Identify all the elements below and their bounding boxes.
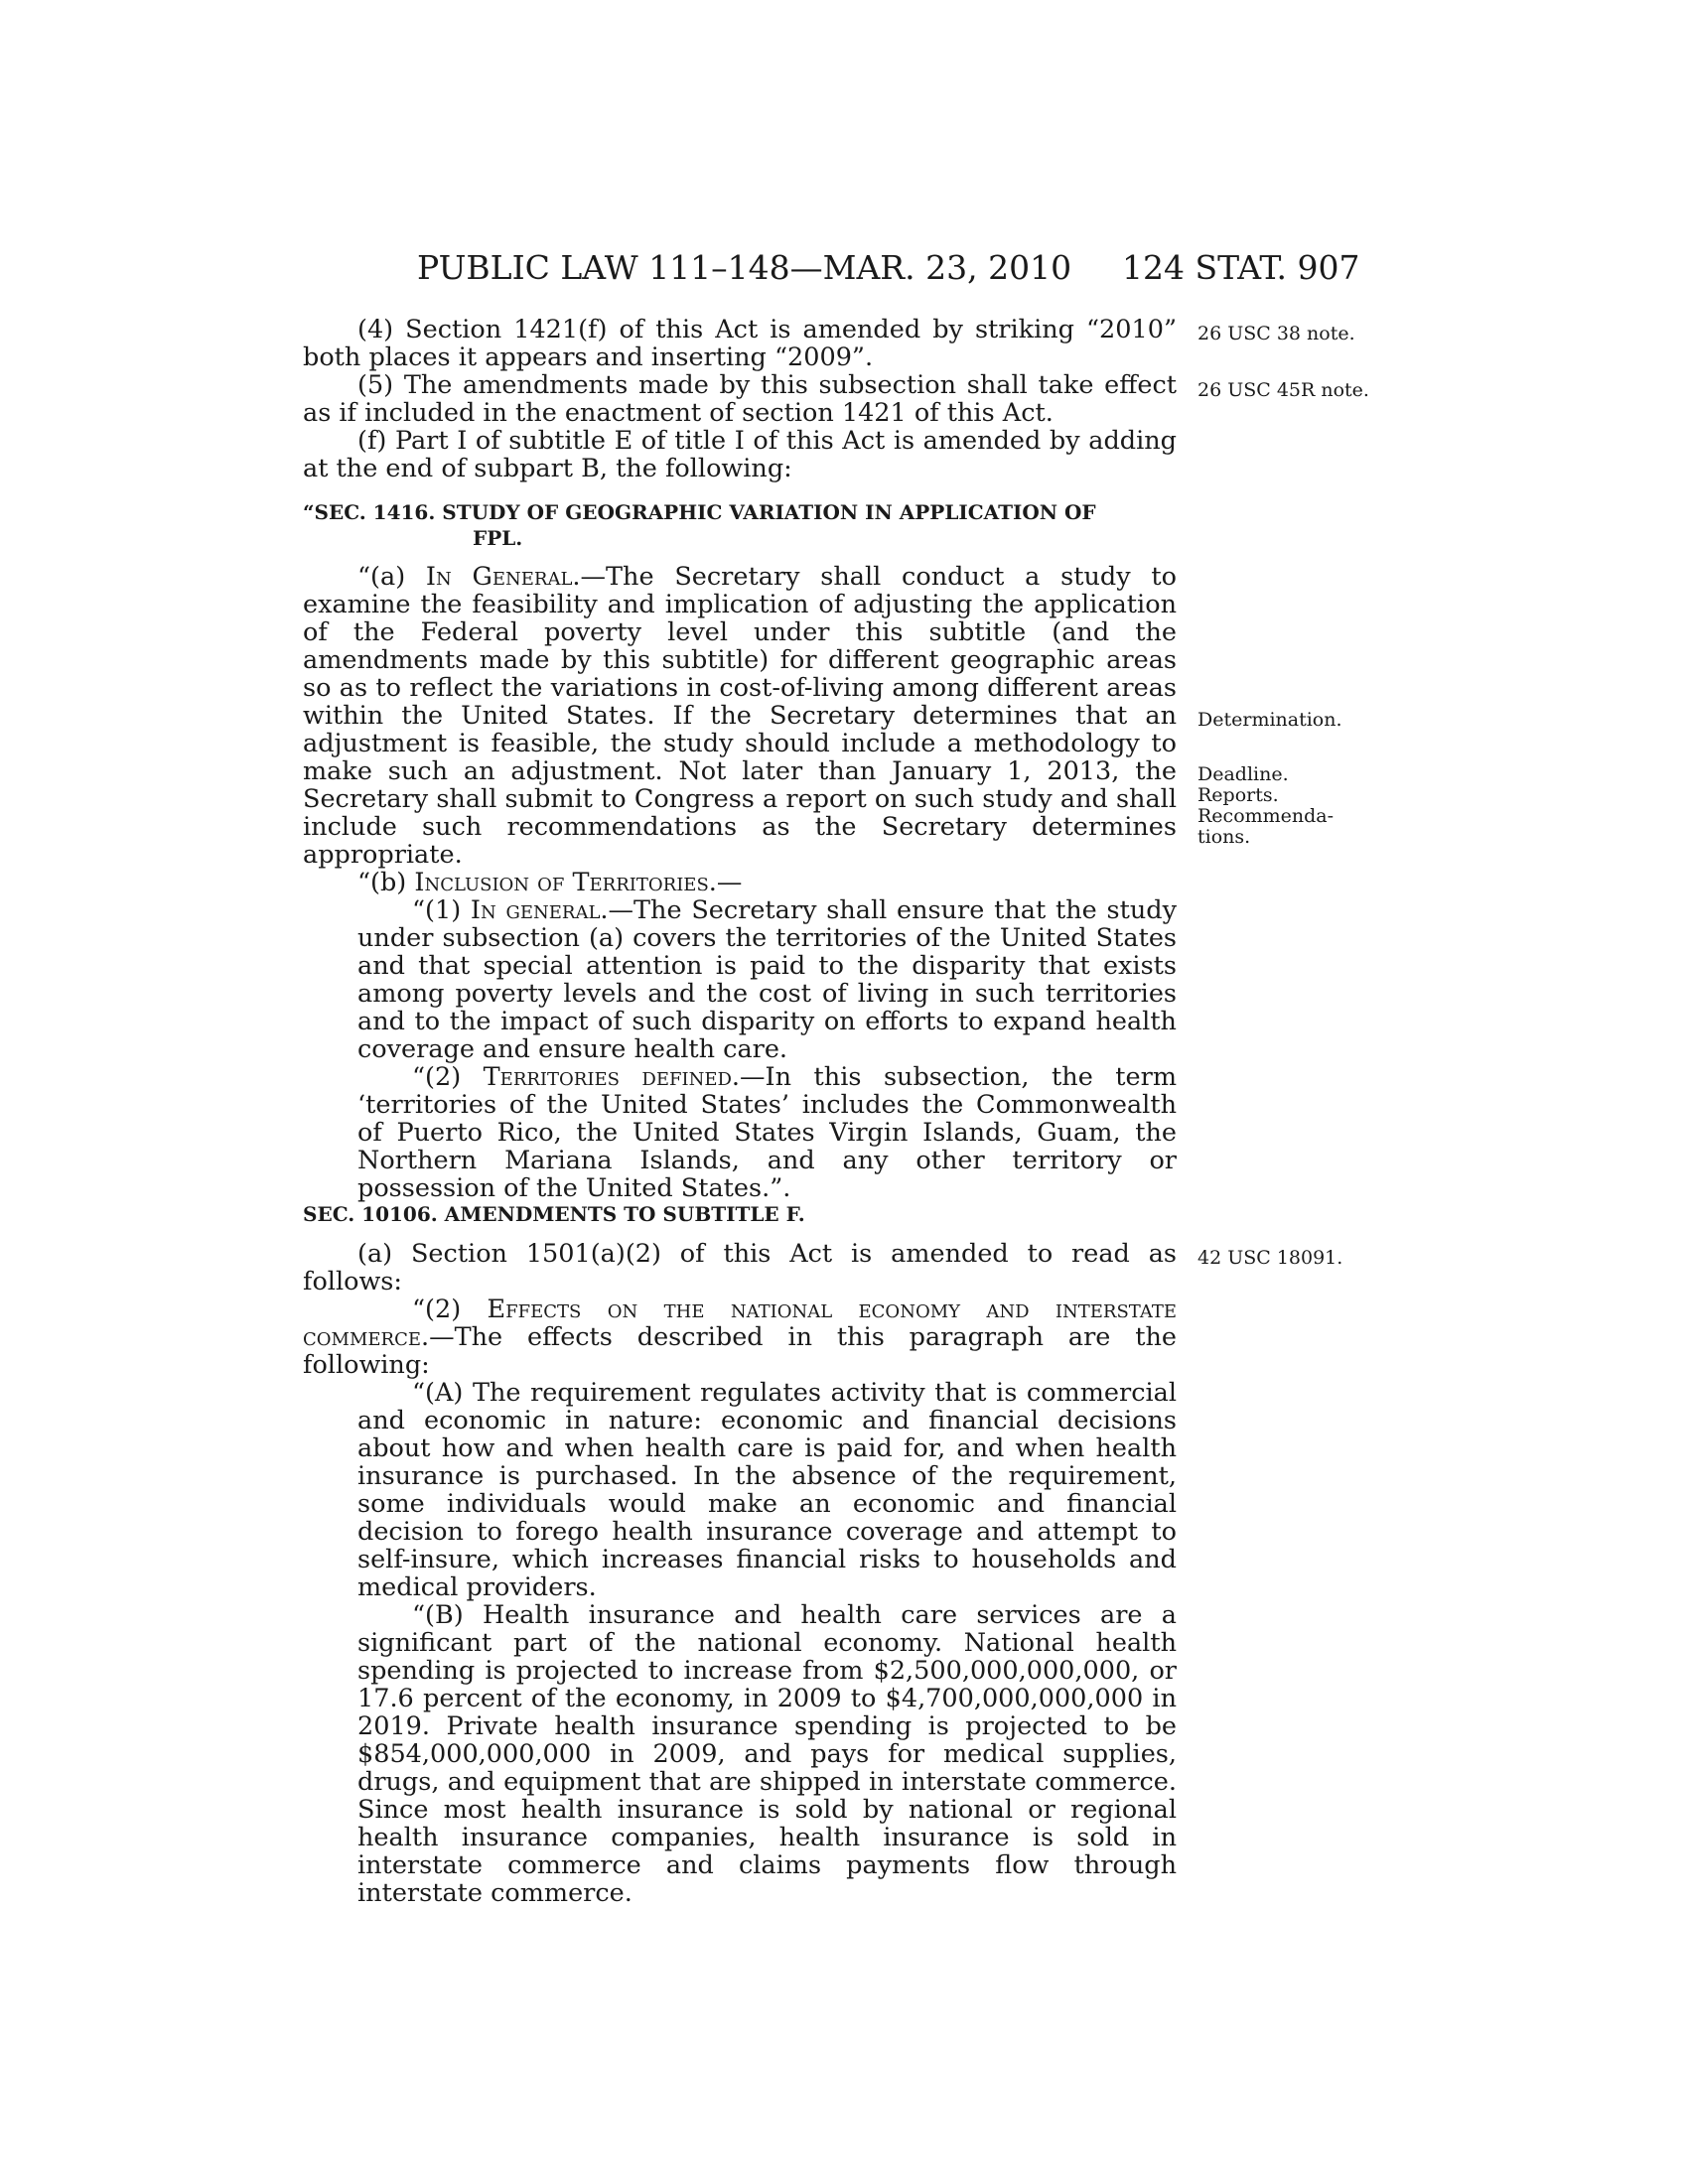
margin-note-recommendations-cont: tions. — [1197, 826, 1251, 848]
margin-note-usc: 26 USC 45R note. — [1197, 379, 1369, 401]
subparagraph-B: “(B) Health insurance and health care services are a significant part of the national economy. National health spending is projected to increase from $2,500,000,000,000, or 17.6 percent of the economy, in 2009 to $4,700,000,000,000 in 2019. Private health insurance spending is projected to be $854,000,000,000 in 2009, and pays for medical supplies, drugs, and equipment that are shipped in interstate commerce. Since most health insurance is sold by national or regional health insurance companies, health insurance is sold in interstate commerce and claims payments flow through interstate commerce. — [357, 1600, 1177, 1908]
section-10106-subsection-a: (a) Section 1501(a)(2) of this Act is amended to read as follows: — [303, 1239, 1177, 1297]
margin-note-reports: Reports. — [1197, 784, 1279, 806]
amendment-paragraphs — [303, 316, 1177, 482]
subsection-b-paragraphs — [303, 896, 1177, 1202]
paragraph-b1: “(1) In general.—The Secretary shall ensure that the study under subsection (a) covers the territories of the United States and that special attention is paid to the disparity that exists among poverty levels and the cost of living in such territories and to the impact of such disparity on efforts to expand health coverage and ensure health care. — [357, 895, 1177, 1064]
margin-note-recommendations: Recommenda- — [1197, 805, 1335, 827]
margin-note-determination: Determination. — [1197, 709, 1342, 731]
paragraph-5: (5) The amendments made by this subsection shall take effect as if included in the enactment of section 1421 of this Act. — [303, 370, 1177, 428]
section-1416-heading-line1: “SEC. 1416. STUDY OF GEOGRAPHIC VARIATION IN APPLICATION OF — [303, 500, 1096, 524]
paragraph-2-effects: “(2) Effects on the national economy and interstate commerce.—The effects described in this paragraph are the following: — [303, 1295, 1177, 1380]
paragraph-b2: “(2) Territories defined.—In this subsection, the term ‘territories of the United States’ includes the Commonwealth of Puerto Rico, the United States Virgin Islands, Guam, the Northern Mariana Islands, and any other territory or possession of the United States.”. — [357, 1062, 1178, 1203]
subparagraphs — [303, 1379, 1177, 1907]
statute-page-number: 124 STAT. 907 — [1122, 248, 1360, 287]
subsection-b-heading: Inclusion of Territories. — [414, 868, 717, 897]
running-header-title: PUBLIC LAW 111–148—MAR. 23, 2010 — [417, 248, 1072, 287]
subparagraph-A: “(A) The requirement regulates activity that is commercial and economic in nature: economic and financial decisions about how and when health care is paid for, and when health insurance is purchased. In the absence of the requirement, some individuals would make an economic and financial decision to forego health insurance coverage and attempt to self-insure, which increases financial risks to households and medical providers. — [357, 1378, 1177, 1602]
section-10106-body — [303, 1240, 1177, 1907]
section-1416-body — [303, 563, 1177, 1202]
subsection-a-heading: In General. — [425, 562, 581, 592]
paragraph-4: (4) Section 1421(f) of this Act is amended by striking “2010” both places it appears and inserting “2009”. — [303, 315, 1177, 372]
paragraph-f: (f) Part I of subtitle E of title I of this Act is amended by adding at the end of subpart B, the following: — [303, 426, 1177, 483]
margin-note-deadline: Deadline. — [1197, 763, 1289, 785]
subsection-b: “(b) Inclusion of Territories.— — [357, 868, 743, 897]
section-10106-heading: SEC. 10106. AMENDMENTS TO SUBTITLE F. — [303, 1202, 805, 1226]
subsection-a: “(a) In General.—The Secretary shall conduct a study to examine the feasibility and implication of adjusting the application of the Federal poverty level under this subtitle (and the amendments made by this subtitle) for different geographic areas so as to reflect the variations in cost-of-living among different areas within the United States. If the Secretary determines that an adjustment is feasible, the study should include a methodology to make such an adjustment. Not later than January 1, 2013, the Secretary shall submit to Congress a report on such study and shall include such recommendations as the Secretary determines appropriate. — [303, 562, 1177, 870]
margin-note-usc: 42 USC 18091. — [1197, 1247, 1343, 1269]
section-1416-heading-line2: FPL. — [473, 526, 523, 550]
margin-note-usc: 26 USC 38 note. — [1197, 323, 1355, 344]
